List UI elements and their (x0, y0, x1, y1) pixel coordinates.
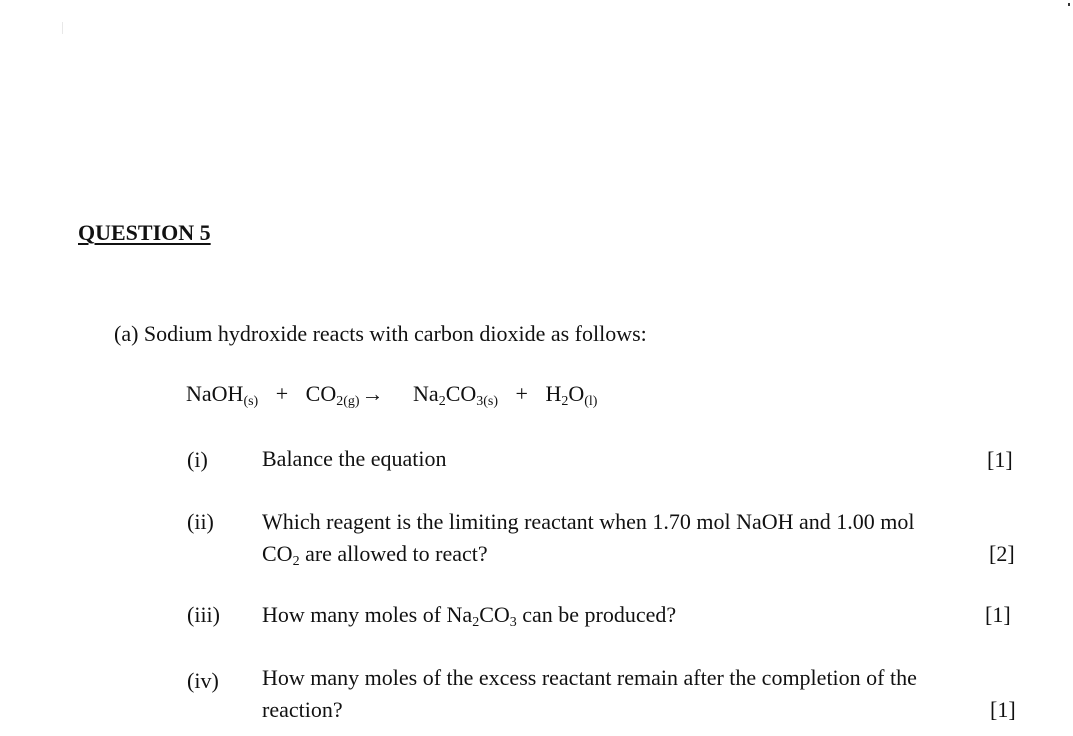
item-iv-number: (iv) (187, 668, 219, 693)
eq-na-sub: 2 (438, 394, 446, 409)
chemical-equation (186, 381, 597, 407)
eq-plus-1: + (275, 381, 289, 406)
question-heading: QUESTION 5 (78, 220, 211, 245)
item-iii-post: can be produced? (516, 602, 677, 627)
eq-h: H (545, 381, 562, 406)
item-iv-text-line2: reaction? (262, 697, 343, 722)
item-i-number: (i) (187, 447, 208, 472)
item-iv-marks: [1] (990, 697, 1016, 722)
eq-plus-2: + (515, 381, 528, 406)
eq-co2: CO (305, 381, 337, 406)
item-ii-co: CO (262, 541, 293, 566)
item-iii-mid: CO (479, 602, 510, 627)
eq-arrow: → (361, 381, 384, 406)
item-iii-sub1: 2 (472, 615, 480, 630)
eq-h-sub: 2 (561, 394, 569, 409)
eq-naoh: NaOH (186, 381, 244, 406)
scan-dot (1068, 3, 1070, 6)
item-iii-pre: How many moles of Na (262, 602, 473, 627)
eq-co2-sub: 2(g) (336, 394, 360, 409)
scan-artifact (62, 22, 63, 34)
item-iii-number: (iii) (187, 602, 220, 627)
item-iii-sub2: 3 (509, 615, 517, 630)
eq-na: Na (413, 381, 439, 406)
item-ii-rest: are allowed to react? (299, 541, 488, 566)
item-iii-text (262, 600, 676, 630)
item-iii-marks: [1] (985, 602, 1011, 627)
item-ii-text-line2 (262, 539, 488, 569)
item-i-text: Balance the equation (262, 446, 447, 471)
eq-o-state: (l) (584, 394, 598, 409)
item-iv-text-line1: How many moles of the excess reactant remain after the completion of the (262, 665, 917, 690)
item-ii-text-line1: Which reagent is the limiting reactant when 1.70 mol NaOH and 1.00 mol (262, 509, 915, 534)
part-a-line (114, 319, 647, 349)
eq-naoh-state: (s) (243, 394, 259, 409)
part-a-intro: Sodium hydroxide reacts with carbon dioxide as follows: (143, 321, 647, 346)
eq-o: O (568, 381, 585, 406)
eq-co3-sub: 3(s) (476, 394, 499, 409)
item-ii-co-sub: 2 (292, 554, 300, 569)
item-i-marks: [1] (987, 447, 1013, 472)
item-ii-marks: [2] (989, 541, 1015, 566)
part-a-label: (a) (114, 321, 139, 346)
item-ii-number: (ii) (187, 509, 214, 534)
eq-co3: CO (445, 381, 477, 406)
